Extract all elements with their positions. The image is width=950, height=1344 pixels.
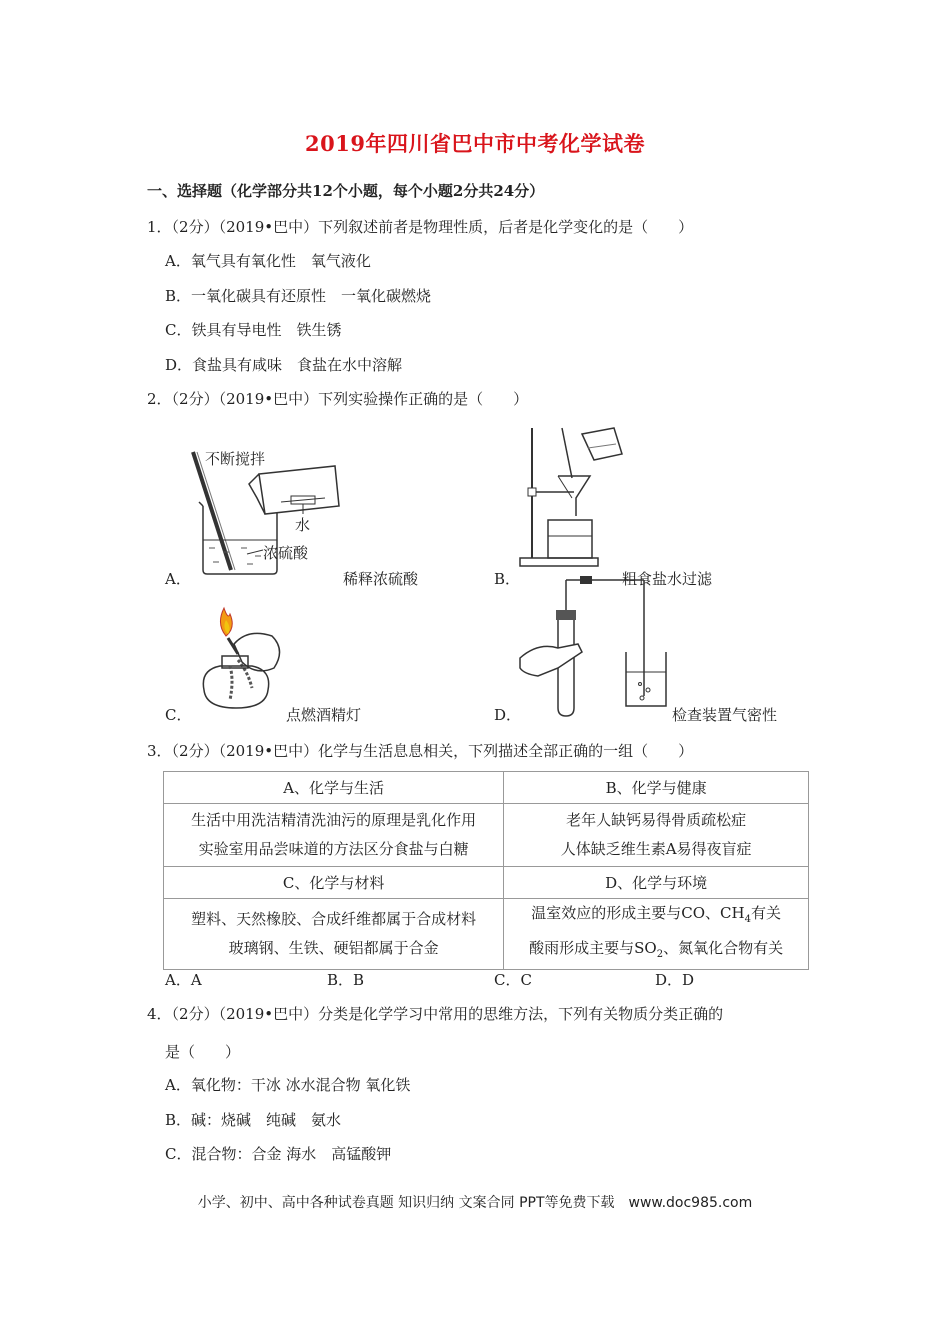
q3-table <box>163 771 809 970</box>
q3-option-b: B．B <box>327 971 365 989</box>
question-4-stem-line2: 是（ ） <box>165 1043 241 1061</box>
q2-caption-c: 点燃酒精灯 <box>286 706 362 724</box>
q3-header-d: D、化学与环境 <box>504 867 809 899</box>
q3-cell-b: 老年人缺钙易得骨质疏松症 人体缺乏维生素A易得夜盲症 <box>504 804 809 867</box>
q2-option-c-letter: C． <box>165 706 192 724</box>
q4-option-c: C．混合物：合金 海水 高锰酸钾 <box>165 1145 392 1163</box>
q3-header-c: C、化学与材料 <box>164 867 504 899</box>
q3-cell-d: 温室效应的形成主要与CO、$CH_4$有关 酸雨形成主要与$SO_2$、氮氧化合物有关 <box>504 899 809 970</box>
figure-dilute-acid <box>185 440 345 580</box>
page-footer: 小学、初中、高中各种试卷真题 知识归纳 文案合同 PPT等免费下载 www.doc985.com <box>197 1195 753 1211</box>
q2-option-a-letter: A． <box>165 570 191 588</box>
q3-cell-a: 生活中用洗洁精清洗油污的原理是乳化作用 实验室用品尝味道的方法区分食盐与白糖 <box>164 804 504 867</box>
q2-caption-d: 检查装置气密性 <box>672 706 778 724</box>
q2-caption-b: 粗食盐水过滤 <box>622 570 713 588</box>
q2-option-b-letter: B． <box>494 570 521 588</box>
label-water: 水 <box>295 516 311 534</box>
figure-filtration <box>518 424 628 572</box>
q4-option-b: B．碱：烧碱 纯碱 氨水 <box>165 1111 342 1129</box>
q1-option-c: C．铁具有导电性 铁生锈 <box>165 321 342 339</box>
question-2-stem: 2．（2分）（2019•巴中）下列实验操作正确的是（ ） <box>147 390 529 408</box>
q4-option-a: A．氧化物：干冰 冰水混合物 氧化铁 <box>165 1076 411 1094</box>
figure-airtightness <box>518 572 678 718</box>
q3-option-a: A．A <box>165 971 202 989</box>
q3-header-a: A、化学与生活 <box>164 772 504 804</box>
q1-option-b: B．一氧化碳具有还原性 一氧化碳燃烧 <box>165 287 432 305</box>
q2-option-d-letter: D． <box>494 706 522 724</box>
section-heading: 一、选择题（化学部分共12个小题，每个小题2分共24分） <box>147 182 545 200</box>
q1-option-d: D．食盐具有咸味 食盐在水中溶解 <box>165 356 403 374</box>
figure-alcohol-lamp <box>190 600 290 718</box>
q3-cell-c: 塑料、天然橡胶、合成纤维都属于合成材料 玻璃钢、生铁、硬铝都属于合金 <box>164 899 504 970</box>
page-title: 2019年四川省巴中市中考化学试卷 <box>305 131 645 156</box>
q1-option-a: A．氧气具有氧化性 氧气液化 <box>165 252 371 270</box>
q2-caption-a: 稀释浓硫酸 <box>343 570 419 588</box>
label-acid: 浓硫酸 <box>263 544 309 562</box>
label-stir: 不断搅拌 <box>205 450 266 468</box>
question-1-stem: 1．（2分）（2019•巴中）下列叙述前者是物理性质，后者是化学变化的是（ ） <box>147 218 694 236</box>
q3-header-b: B、化学与健康 <box>504 772 809 804</box>
question-4-stem-line1: 4．（2分）（2019•巴中）分类是化学学习中常用的思维方法，下列有关物质分类正确的 <box>147 1005 724 1023</box>
q3-option-d: D．D <box>655 971 695 989</box>
question-3-stem: 3．（2分）（2019•巴中）化学与生活息息相关，下列描述全部正确的一组（ ） <box>147 742 694 760</box>
q3-option-c: C．C <box>494 971 532 989</box>
